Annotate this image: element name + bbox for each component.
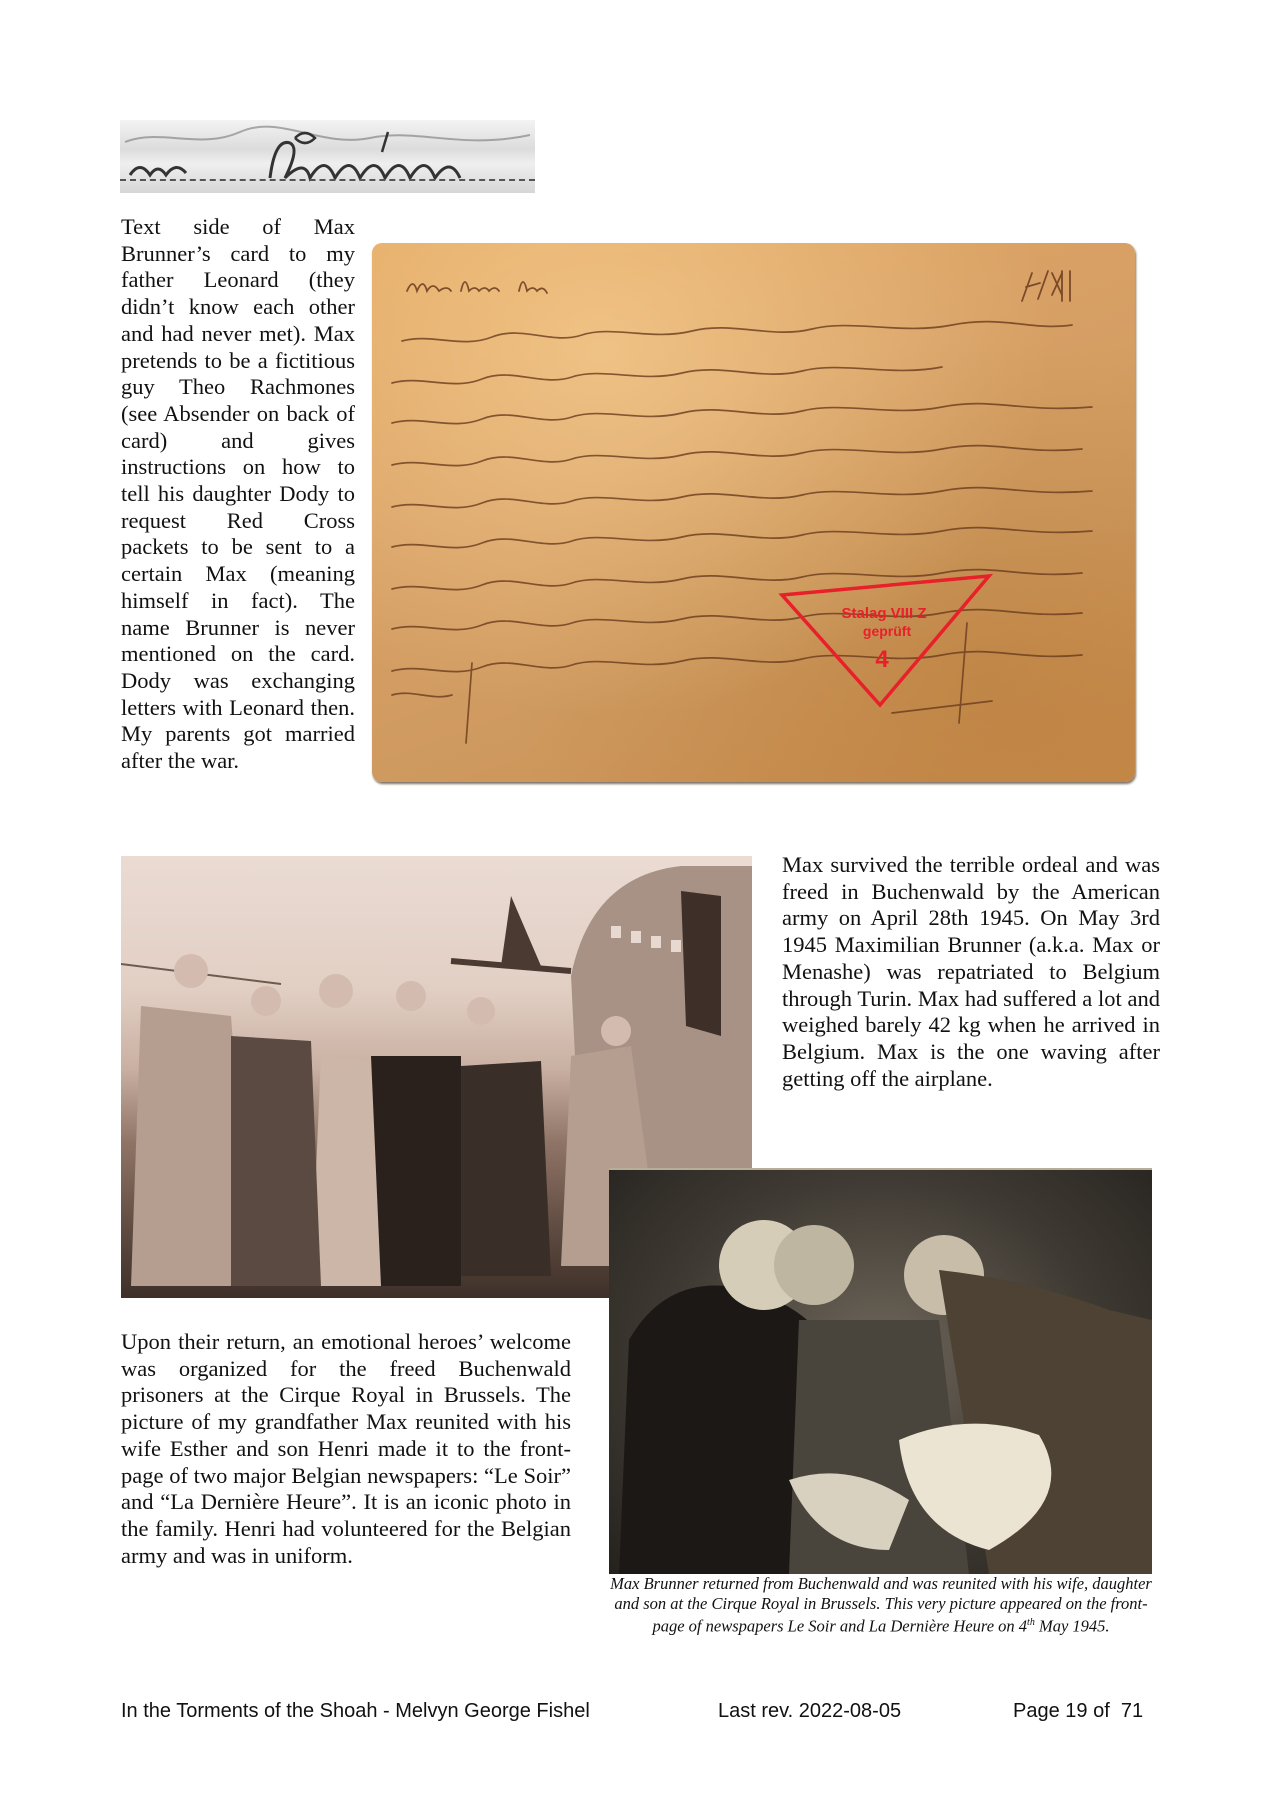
signature-scribble bbox=[120, 120, 535, 193]
censor-stamp bbox=[782, 576, 989, 705]
signature-dashed-line bbox=[120, 179, 535, 181]
signature-image bbox=[120, 120, 535, 193]
caption-superscript: th bbox=[1027, 1617, 1035, 1628]
reunion-photo-art bbox=[609, 1170, 1152, 1574]
footer-title: In the Torments of the Shoah - Melvyn George Fishel bbox=[121, 1700, 590, 1722]
stamp-line2: geprüft bbox=[862, 623, 912, 639]
page-footer bbox=[121, 1700, 1153, 1726]
footer-revision: Last rev. 2022-08-05 bbox=[718, 1700, 902, 1722]
postcard-image bbox=[372, 243, 1135, 782]
footer-page-number: Page 19 of 71 bbox=[1013, 1700, 1144, 1722]
postcard-handwriting bbox=[372, 243, 1135, 782]
reunion-photo bbox=[609, 1168, 1152, 1574]
welcome-paragraph: Upon their return, an emotional heroes’ welcome was organized for the freed Buchenwald prisoners at the Cirque Royal in Brussels. The picture of my grandfather Max reunited with his wife Esther and son Henri made it to the front-page of two major Belgian newspapers: “Le Soir” and “La Dernière Heure”. It is an iconic photo in the family. Henri had volunteered for the Belgian army and was in uniform. bbox=[121, 1329, 571, 1568]
stamp-line1: Stalag VIII Z bbox=[841, 605, 927, 622]
survival-paragraph: Max survived the terrible ordeal and was freed in Buchenwald by the American army on April 28th 1945. On May 3rd 1945 Maximilian Brunner (a.k.a. Max or Menashe) was repatriated to Belgium through Turin. Max had suffered a lot and weighed barely 42 kg when he arrived in Belgium. Max is the one waving after getting off the airplane. bbox=[782, 852, 1160, 1091]
reunion-photo-caption bbox=[605, 1574, 1157, 1636]
caption-text: Max Brunner returned from Buchenwald and was reunited with his wife, daughter and son at the Cirque Royal in Brussels. This very picture appeared on the front-page of newspapers Le Soir and La Dernière Heure on 4 bbox=[610, 1574, 1152, 1636]
card-description-paragraph: Text side of Max Brunner’s card to my father Leonard (they didn’t know each other and had never met). Max pretends to be a fictitious guy Theo Rachmones (see Absender on back of card) and gives instructions on how to tell his daughter Dody to request Red Cross packets to be sent to a certain Max (meaning himself in fact). The name Brunner is never mentioned on the card. Dody was exchanging letters with Leonard then. My parents got married after the war. bbox=[121, 214, 355, 774]
caption-text-end: May 1945. bbox=[1034, 1616, 1110, 1636]
stamp-number: 4 bbox=[875, 646, 889, 673]
